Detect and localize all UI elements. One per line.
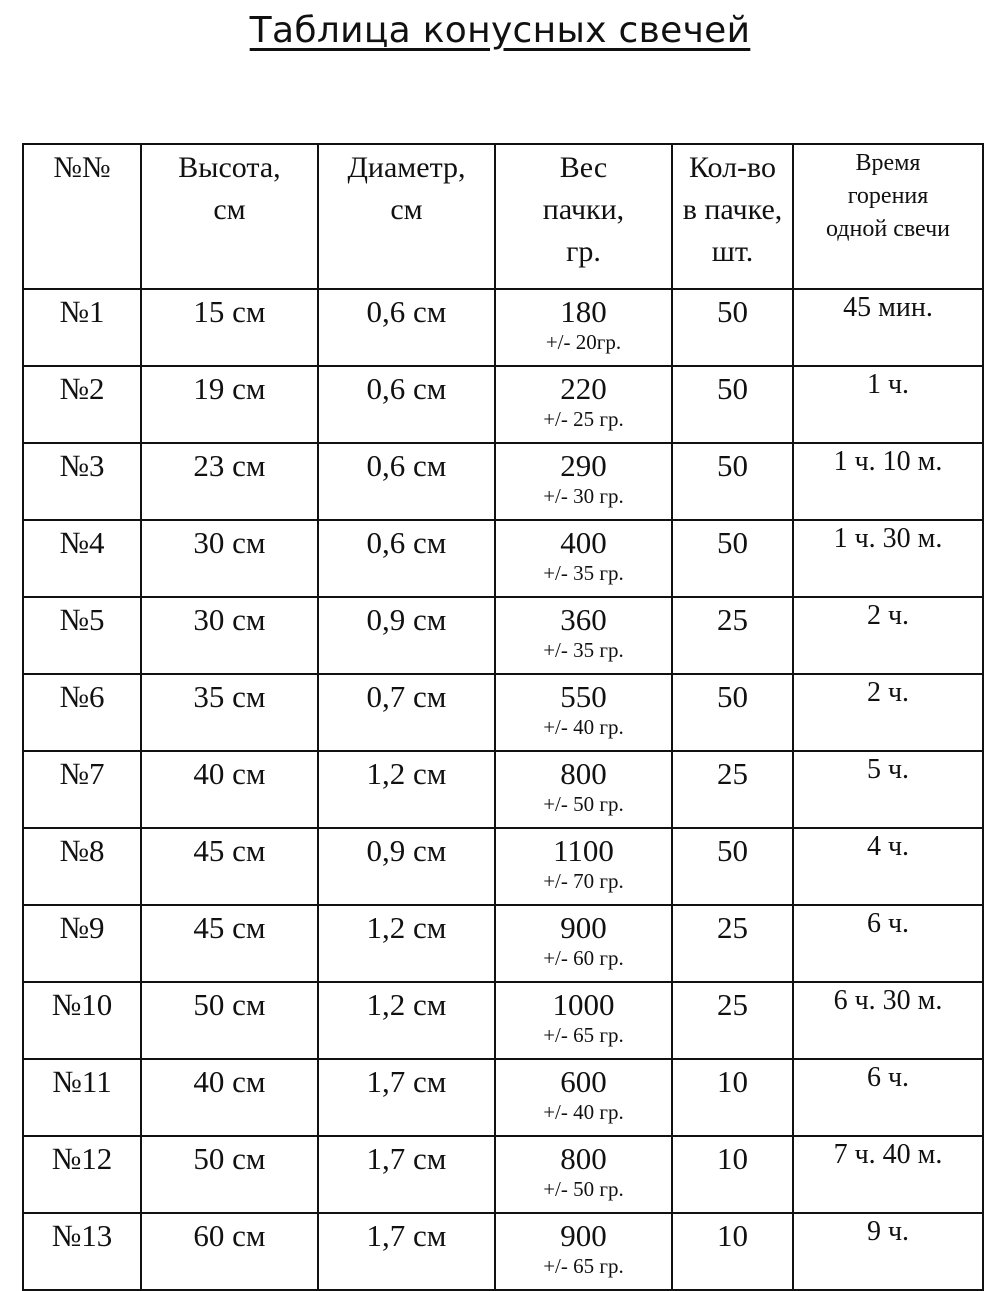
weight-value: 1000 <box>552 987 615 1022</box>
cell-count: 50 <box>672 674 793 751</box>
cell-count: 25 <box>672 982 793 1059</box>
weight-value: 550 <box>560 679 607 714</box>
cell-number: №7 <box>23 751 141 828</box>
weight-value: 900 <box>560 910 607 945</box>
weight-value: 290 <box>560 448 607 483</box>
cell-weight <box>495 1059 672 1136</box>
cell-diameter: 0,9 см <box>318 828 495 905</box>
table-row <box>23 1059 983 1136</box>
cell-number: №8 <box>23 828 141 905</box>
cell-height: 30 см <box>141 597 318 674</box>
cell-diameter: 0,6 см <box>318 443 495 520</box>
header-burn-time: Время горения одной свечи <box>793 144 983 289</box>
cell-number: №11 <box>23 1059 141 1136</box>
cell-weight <box>495 1136 672 1213</box>
table-header-row <box>23 144 983 289</box>
cell-diameter: 1,7 см <box>318 1136 495 1213</box>
cell-burn-time: 9 ч. <box>793 1213 983 1290</box>
cell-number: №3 <box>23 443 141 520</box>
cell-number: №1 <box>23 289 141 366</box>
table-row <box>23 366 983 443</box>
cell-number: №6 <box>23 674 141 751</box>
weight-tolerance: +/- 40 гр. <box>543 715 624 739</box>
cell-height: 19 см <box>141 366 318 443</box>
weight-tolerance: +/- 50 гр. <box>543 792 624 816</box>
cell-weight <box>495 674 672 751</box>
cell-diameter: 0,6 см <box>318 289 495 366</box>
weight-tolerance: +/- 65 гр. <box>543 1023 624 1047</box>
weight-value: 400 <box>560 525 607 560</box>
weight-value: 600 <box>560 1064 607 1099</box>
cell-diameter: 0,9 см <box>318 597 495 674</box>
cell-weight <box>495 751 672 828</box>
header-diameter: Диаметр, см <box>318 144 495 289</box>
table-row <box>23 828 983 905</box>
candles-table <box>22 143 984 1291</box>
cell-height: 50 см <box>141 982 318 1059</box>
cell-weight <box>495 905 672 982</box>
weight-tolerance: +/- 40 гр. <box>543 1100 624 1124</box>
cell-burn-time: 45 мин. <box>793 289 983 366</box>
cell-weight <box>495 597 672 674</box>
weight-value: 220 <box>560 371 607 406</box>
cell-count: 50 <box>672 520 793 597</box>
cell-height: 50 см <box>141 1136 318 1213</box>
cell-burn-time: 7 ч. 40 м. <box>793 1136 983 1213</box>
cell-count: 25 <box>672 905 793 982</box>
weight-value: 180 <box>560 294 607 329</box>
cell-diameter: 1,2 см <box>318 982 495 1059</box>
cell-burn-time: 6 ч. 30 м. <box>793 982 983 1059</box>
cell-diameter: 0,7 см <box>318 674 495 751</box>
table-row <box>23 905 983 982</box>
cell-count: 10 <box>672 1213 793 1290</box>
cell-number: №5 <box>23 597 141 674</box>
table-row <box>23 1136 983 1213</box>
cell-diameter: 0,6 см <box>318 520 495 597</box>
cell-weight <box>495 1213 672 1290</box>
table-row <box>23 597 983 674</box>
cell-height: 30 см <box>141 520 318 597</box>
weight-value: 360 <box>560 602 607 637</box>
cell-height: 40 см <box>141 751 318 828</box>
cell-height: 15 см <box>141 289 318 366</box>
page-title: Таблица конусных свечей <box>249 10 751 51</box>
table-row <box>23 289 983 366</box>
cell-count: 50 <box>672 443 793 520</box>
cell-count: 25 <box>672 751 793 828</box>
weight-tolerance: +/- 35 гр. <box>543 638 624 662</box>
table-row <box>23 520 983 597</box>
cell-count: 50 <box>672 289 793 366</box>
cell-diameter: 1,2 см <box>318 905 495 982</box>
cell-burn-time: 6 ч. <box>793 1059 983 1136</box>
header-height: Высота, см <box>141 144 318 289</box>
weight-tolerance: +/- 50 гр. <box>543 1177 624 1201</box>
table-row <box>23 674 983 751</box>
header-weight: Вес пачки, гр. <box>495 144 672 289</box>
cell-number: №2 <box>23 366 141 443</box>
cell-count: 10 <box>672 1059 793 1136</box>
weight-value: 800 <box>560 756 607 791</box>
weight-tolerance: +/- 60 гр. <box>543 946 624 970</box>
header-count: Кол-во в пачке, шт. <box>672 144 793 289</box>
cell-count: 25 <box>672 597 793 674</box>
weight-tolerance: +/- 70 гр. <box>543 869 624 893</box>
cell-count: 50 <box>672 828 793 905</box>
cell-diameter: 1,7 см <box>318 1059 495 1136</box>
cell-diameter: 1,7 см <box>318 1213 495 1290</box>
weight-value: 800 <box>560 1141 607 1176</box>
weight-value: 900 <box>560 1218 607 1253</box>
cell-height: 60 см <box>141 1213 318 1290</box>
weight-value: 1100 <box>553 833 614 868</box>
cell-height: 35 см <box>141 674 318 751</box>
cell-burn-time: 2 ч. <box>793 674 983 751</box>
cell-height: 40 см <box>141 1059 318 1136</box>
cell-number: №4 <box>23 520 141 597</box>
table-row <box>23 751 983 828</box>
table-row <box>23 1213 983 1290</box>
cell-number: №10 <box>23 982 141 1059</box>
cell-count: 10 <box>672 1136 793 1213</box>
cell-burn-time: 6 ч. <box>793 905 983 982</box>
cell-burn-time: 1 ч. <box>793 366 983 443</box>
cell-diameter: 0,6 см <box>318 366 495 443</box>
cell-burn-time: 5 ч. <box>793 751 983 828</box>
cell-number: №13 <box>23 1213 141 1290</box>
weight-tolerance: +/- 65 гр. <box>543 1254 624 1278</box>
cell-burn-time: 4 ч. <box>793 828 983 905</box>
table-row <box>23 982 983 1059</box>
cell-weight <box>495 443 672 520</box>
cell-burn-time: 2 ч. <box>793 597 983 674</box>
cell-height: 23 см <box>141 443 318 520</box>
cell-burn-time: 1 ч. 30 м. <box>793 520 983 597</box>
cell-number: №12 <box>23 1136 141 1213</box>
weight-tolerance: +/- 25 гр. <box>543 407 624 431</box>
cell-diameter: 1,2 см <box>318 751 495 828</box>
cell-height: 45 см <box>141 828 318 905</box>
table-row <box>23 443 983 520</box>
weight-tolerance: +/- 30 гр. <box>543 484 624 508</box>
cell-height: 45 см <box>141 905 318 982</box>
cell-burn-time: 1 ч. 10 м. <box>793 443 983 520</box>
cell-count: 50 <box>672 366 793 443</box>
weight-tolerance: +/- 20гр. <box>545 330 622 354</box>
cell-weight <box>495 982 672 1059</box>
cell-weight <box>495 828 672 905</box>
cell-weight <box>495 520 672 597</box>
cell-number: №9 <box>23 905 141 982</box>
cell-weight <box>495 366 672 443</box>
header-number: №№ <box>23 144 141 289</box>
cell-weight <box>495 289 672 366</box>
weight-tolerance: +/- 35 гр. <box>543 561 624 585</box>
